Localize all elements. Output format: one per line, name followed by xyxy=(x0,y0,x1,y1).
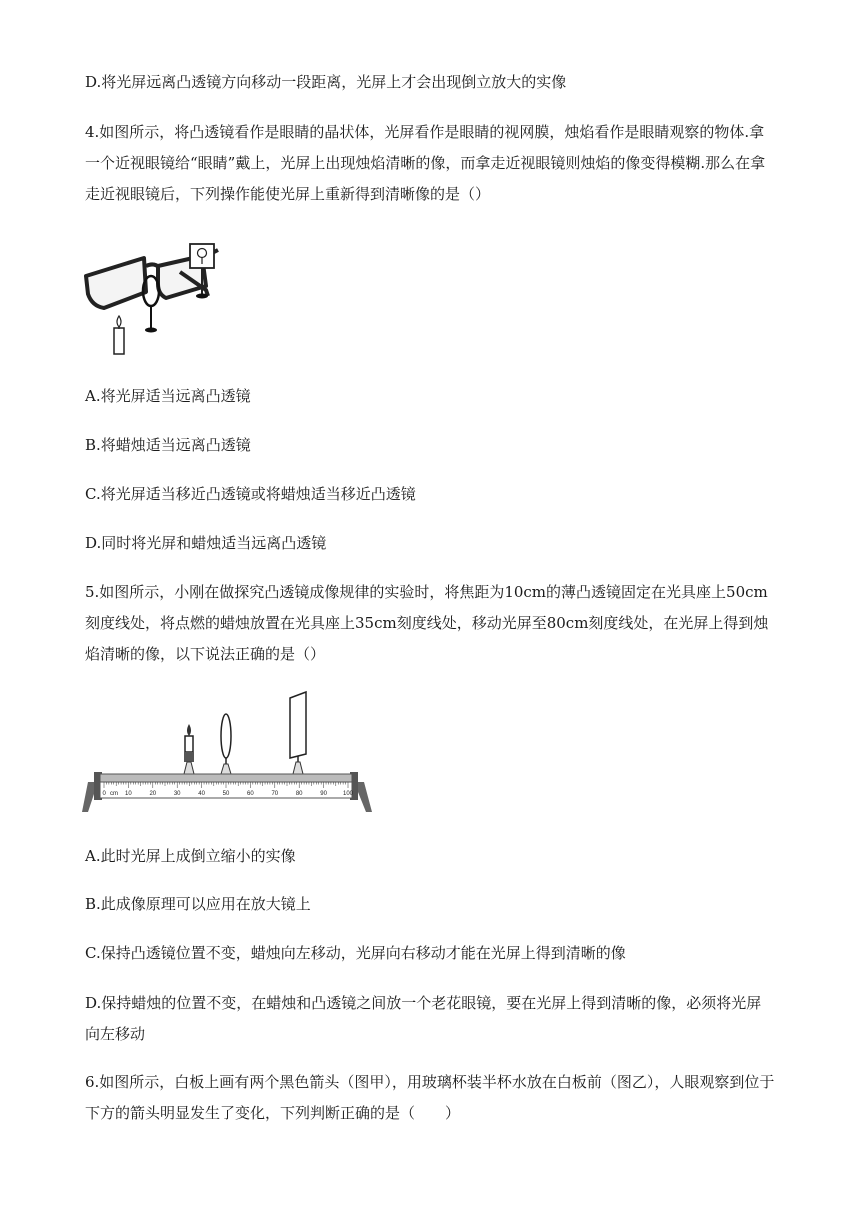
q3-option-d: D.将光屏远离凸透镜方向移动一段距离，光屏上才会出现倒立放大的实像 xyxy=(85,73,567,91)
ruler-tick-label: 40 xyxy=(198,791,205,797)
ruler-tick-label: 80 xyxy=(295,791,303,797)
q5-option-a: A.此时光屏上成倒立缩小的实像 xyxy=(85,847,296,865)
q4-option-b: B.将蜡烛适当远离凸透镜 xyxy=(85,436,251,454)
q5-option-d: D.保持蜡烛的位置不变，在蜡烛和凸透镜之间放一个老花眼镜，要在光屏上得到清晰的像，必须将光屏向左移动 xyxy=(85,994,762,1043)
q5-figure-optical-bench xyxy=(82,690,372,816)
ruler-tick-label: 100 xyxy=(342,791,354,797)
ruler-tick-label: 60 xyxy=(247,791,254,797)
ruler-tick-label: 0 xyxy=(102,791,106,797)
q5-option-b: B.此成像原理可以应用在放大镜上 xyxy=(85,895,311,913)
q5-option-c: C.保持凸透镜位置不变，蜡烛向左移动，光屏向右移动才能在光屏上得到清晰的像 xyxy=(85,944,626,962)
q4-figure-glasses-candle-screen xyxy=(84,236,224,356)
q4-stem: 4.如图所示，将凸透镜看作是眼睛的晶状体，光屏看作是眼睛的视网膜，烛焰看作是眼睛观察的物体.拿一个近视眼镜给“眼睛”戴上，光屏上出现烛焰清晰的像，而拿走近视眼镜则烛焰的像变得模糊.那么在拿走近视眼镜后，下列操作能使光屏上重新得到清晰像的是（） xyxy=(85,123,766,203)
q4-option-a: A.将光屏适当远离凸透镜 xyxy=(85,387,251,405)
q5-stem: 5.如图所示，小刚在做探究凸透镜成像规律的实验时，将焦距为10cm的薄凸透镜固定在光具座上50cm刻度线处，将点燃的蜡烛放置在光具座上35cm刻度线处，移动光屏至80cm刻度线处，在光屏上得到烛焰清晰的像，以下说法正确的是（） xyxy=(85,583,769,663)
q4-option-d: D.同时将光屏和蜡烛适当远离凸透镜 xyxy=(85,534,327,552)
ruler-tick-label: 70 xyxy=(271,791,279,797)
ruler-tick-label: 10 xyxy=(125,791,132,797)
q6-stem: 6.如图所示，白板上画有两个黑色箭头（图甲），用玻璃杯装半杯水放在白板前（图乙），人眼观察到位于下方的箭头明显发生了变化，下列判断正确的是（ ） xyxy=(85,1073,775,1122)
ruler-unit-label: cm xyxy=(110,791,118,797)
ruler-tick-label: 30 xyxy=(173,791,181,797)
ruler-tick-label: 20 xyxy=(149,791,157,797)
ruler-tick-label: 50 xyxy=(222,791,230,797)
candle-icon xyxy=(184,724,194,774)
screen-icon xyxy=(290,692,306,774)
q4-option-c: C.将光屏适当移近凸透镜或将蜡烛适当移近凸透镜 xyxy=(85,485,416,503)
candle-icon xyxy=(114,316,124,354)
ruler-tick-label: 90 xyxy=(320,791,327,797)
convex-lens-icon xyxy=(221,714,231,774)
